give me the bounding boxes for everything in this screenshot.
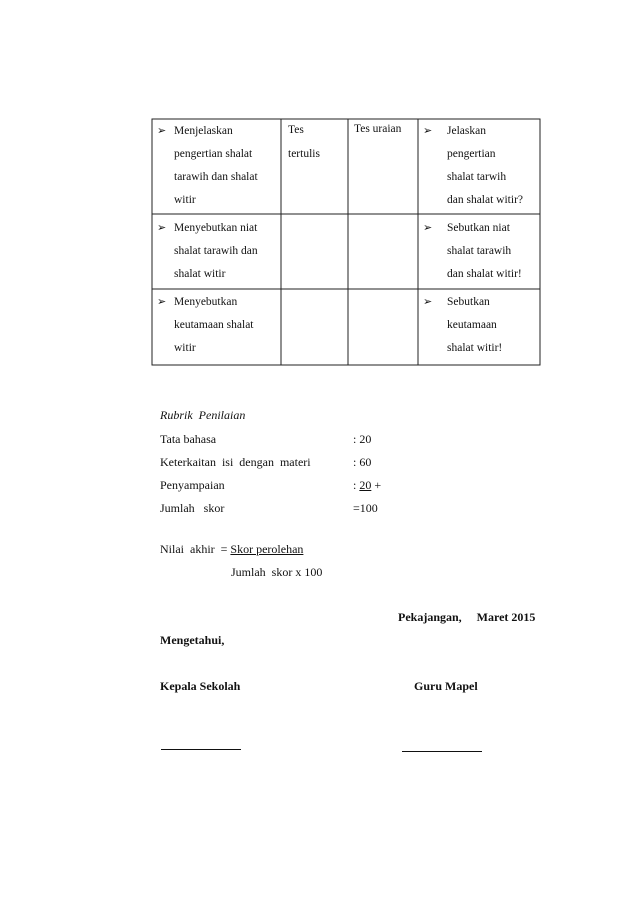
indicator-line: Menjelaskan: [174, 125, 233, 137]
value-underlined: 20: [359, 478, 372, 492]
value-suffix: +: [371, 478, 382, 492]
teacher-role: Guru Mapel: [414, 679, 478, 693]
indicator-line: shalat witir: [174, 268, 226, 280]
arrow-bullet-icon: ➢: [157, 296, 167, 308]
arrow-bullet-icon: ➢: [423, 222, 433, 234]
assessment-table-grid: [0, 0, 638, 370]
indicator-line: keutamaan shalat: [174, 319, 254, 331]
indicator-line: witir: [174, 342, 196, 354]
indicator-line: tarawih dan shalat: [174, 171, 258, 183]
rubric-item-value: [353, 478, 381, 493]
rubric-item-label: Penyampaian: [160, 478, 225, 492]
table-row-2-indicator: [157, 217, 258, 286]
rubric-item-label: Tata bahasa: [160, 432, 217, 446]
arrow-bullet-icon: ➢: [157, 222, 167, 234]
technique-line: Tes: [288, 124, 304, 136]
table-row-1-instrument: [423, 120, 523, 212]
table-row-2-instrument: [423, 217, 522, 286]
table-row-3-instrument: [423, 291, 502, 360]
indicator-line: shalat tarawih dan: [174, 245, 258, 257]
principal-role: Kepala Sekolah: [160, 679, 241, 693]
rubric-item-value: : 60: [353, 455, 372, 469]
rubric-item-label: Keterkaitan isi dengan materi: [160, 455, 311, 469]
place-date: Pekajangan, Maret 2015: [398, 610, 536, 624]
formula-numerator: Skor perolehan: [230, 542, 304, 556]
final-score-formula: [160, 542, 303, 557]
table-row-1-technique: [288, 118, 320, 166]
instrument-line: pengertian: [447, 148, 496, 160]
instrument-line: shalat witir!: [447, 342, 503, 354]
value-prefix: :: [353, 478, 360, 492]
teacher-signature-line: [402, 751, 482, 752]
arrow-bullet-icon: ➢: [423, 125, 433, 137]
instrument-line: dan shalat witir!: [447, 268, 522, 280]
indicator-line: Menyebutkan: [174, 296, 238, 308]
instrument-line: shalat tarwih: [447, 171, 507, 183]
instrument-line: shalat tarawih: [447, 245, 512, 257]
rubric-item-label: Jumlah skor: [160, 501, 225, 515]
instrument-line: dan shalat witir?: [447, 194, 524, 206]
instrument-line: keutamaan: [447, 319, 497, 331]
instrument-line: Sebutkan niat: [447, 222, 510, 234]
indicator-line: Menyebutkan niat: [174, 222, 258, 234]
rubric-title: Rubrik Penilaian: [160, 408, 246, 422]
arrow-bullet-icon: ➢: [157, 125, 167, 137]
form-text: Tes uraian: [354, 123, 402, 135]
rubric-item-value: : 20: [353, 432, 372, 446]
formula-denominator: Jumlah skor x 100: [231, 565, 323, 579]
table-row-3-indicator: [157, 291, 254, 360]
table-row-1-indicator: [157, 120, 258, 212]
arrow-bullet-icon: ➢: [423, 296, 433, 308]
principal-signature-line: [161, 749, 241, 750]
technique-line: tertulis: [288, 148, 320, 160]
formula-lhs: Nilai akhir =: [160, 542, 231, 556]
indicator-line: pengertian shalat: [174, 148, 253, 160]
rubric-item-value: =100: [353, 501, 378, 515]
table-row-1-form: [354, 118, 401, 141]
instrument-line: Sebutkan: [447, 296, 490, 308]
instrument-line: Jelaskan: [447, 125, 486, 137]
indicator-line: witir: [174, 194, 196, 206]
acknowledged-label: Mengetahui,: [160, 633, 225, 647]
